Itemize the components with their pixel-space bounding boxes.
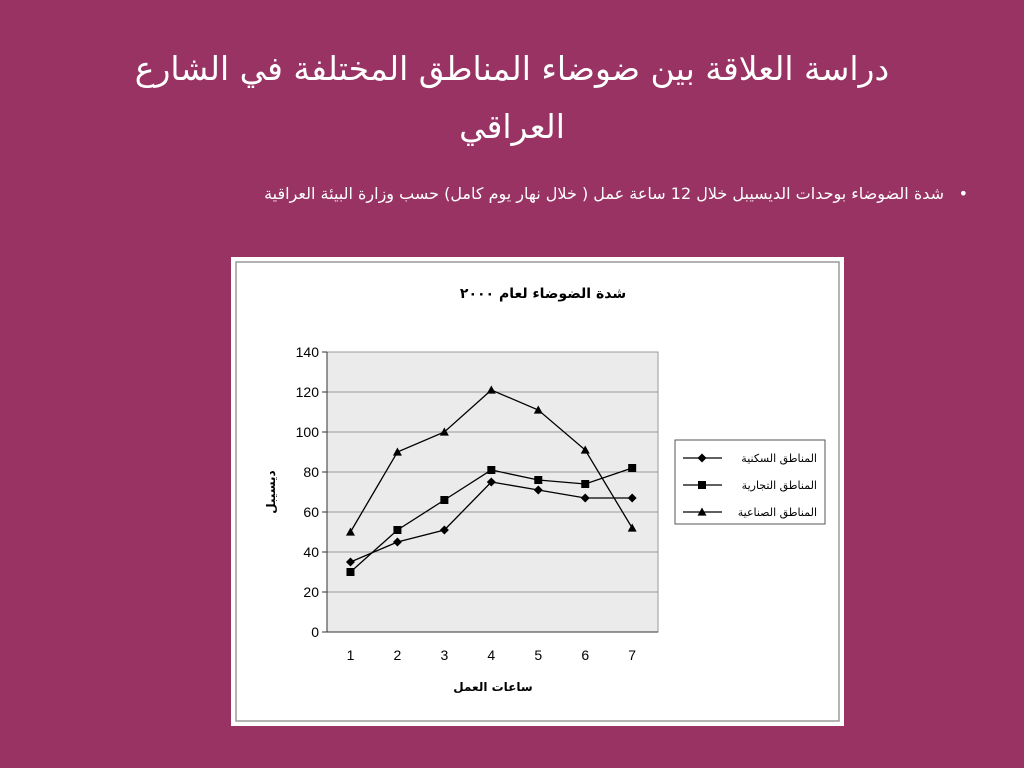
line-chart (231, 257, 844, 726)
data-point (440, 496, 448, 504)
y-axis-title: ديسيبل (264, 470, 278, 514)
y-tick-label: 20 (303, 584, 319, 600)
data-point (346, 568, 354, 576)
x-tick-label: 3 (440, 647, 449, 663)
y-tick-label: 60 (303, 504, 319, 520)
y-tick-label: 80 (303, 464, 319, 480)
x-tick-label: 7 (628, 647, 637, 663)
x-tick-label: 1 (346, 647, 355, 663)
x-tick-label: 2 (393, 647, 402, 663)
legend (675, 440, 825, 524)
data-point (487, 466, 495, 474)
y-tick-label: 40 (303, 544, 319, 560)
legend-label: المناطق التجارية (741, 479, 817, 492)
legend-label: المناطق الصناعية (737, 506, 817, 519)
bullet-item (48, 180, 968, 208)
plot-area (327, 352, 658, 632)
chart-frame (231, 257, 844, 726)
data-point (393, 526, 401, 534)
bullet-text: شدة الضوضاء بوحدات الديسيبل خلال 12 ساعة عمل ( خلال نهار يوم كامل) حسب وزارة البيئة العراقية (264, 184, 944, 203)
y-tick-label: 140 (295, 344, 319, 360)
data-point (534, 476, 542, 484)
x-axis-title: ساعات العمل (453, 680, 533, 694)
y-tick-label: 100 (295, 424, 319, 440)
chart-title: شدة الضوضاء لعام ٢٠٠٠ (459, 286, 627, 302)
x-tick-label: 4 (487, 647, 496, 663)
data-point (628, 464, 636, 472)
y-tick-label: 0 (311, 624, 319, 640)
legend-label: المناطق السكنية (741, 452, 817, 465)
bullet-marker: • (958, 184, 968, 203)
y-tick-label: 120 (295, 384, 319, 400)
x-tick-label: 5 (534, 647, 543, 663)
data-point (581, 480, 589, 488)
slide-title: دراسة العلاقة بين ضوضاء المناطق المختلفة في الشارع العراقي (134, 49, 890, 146)
x-tick-label: 6 (581, 647, 590, 663)
legend-marker (698, 481, 706, 489)
